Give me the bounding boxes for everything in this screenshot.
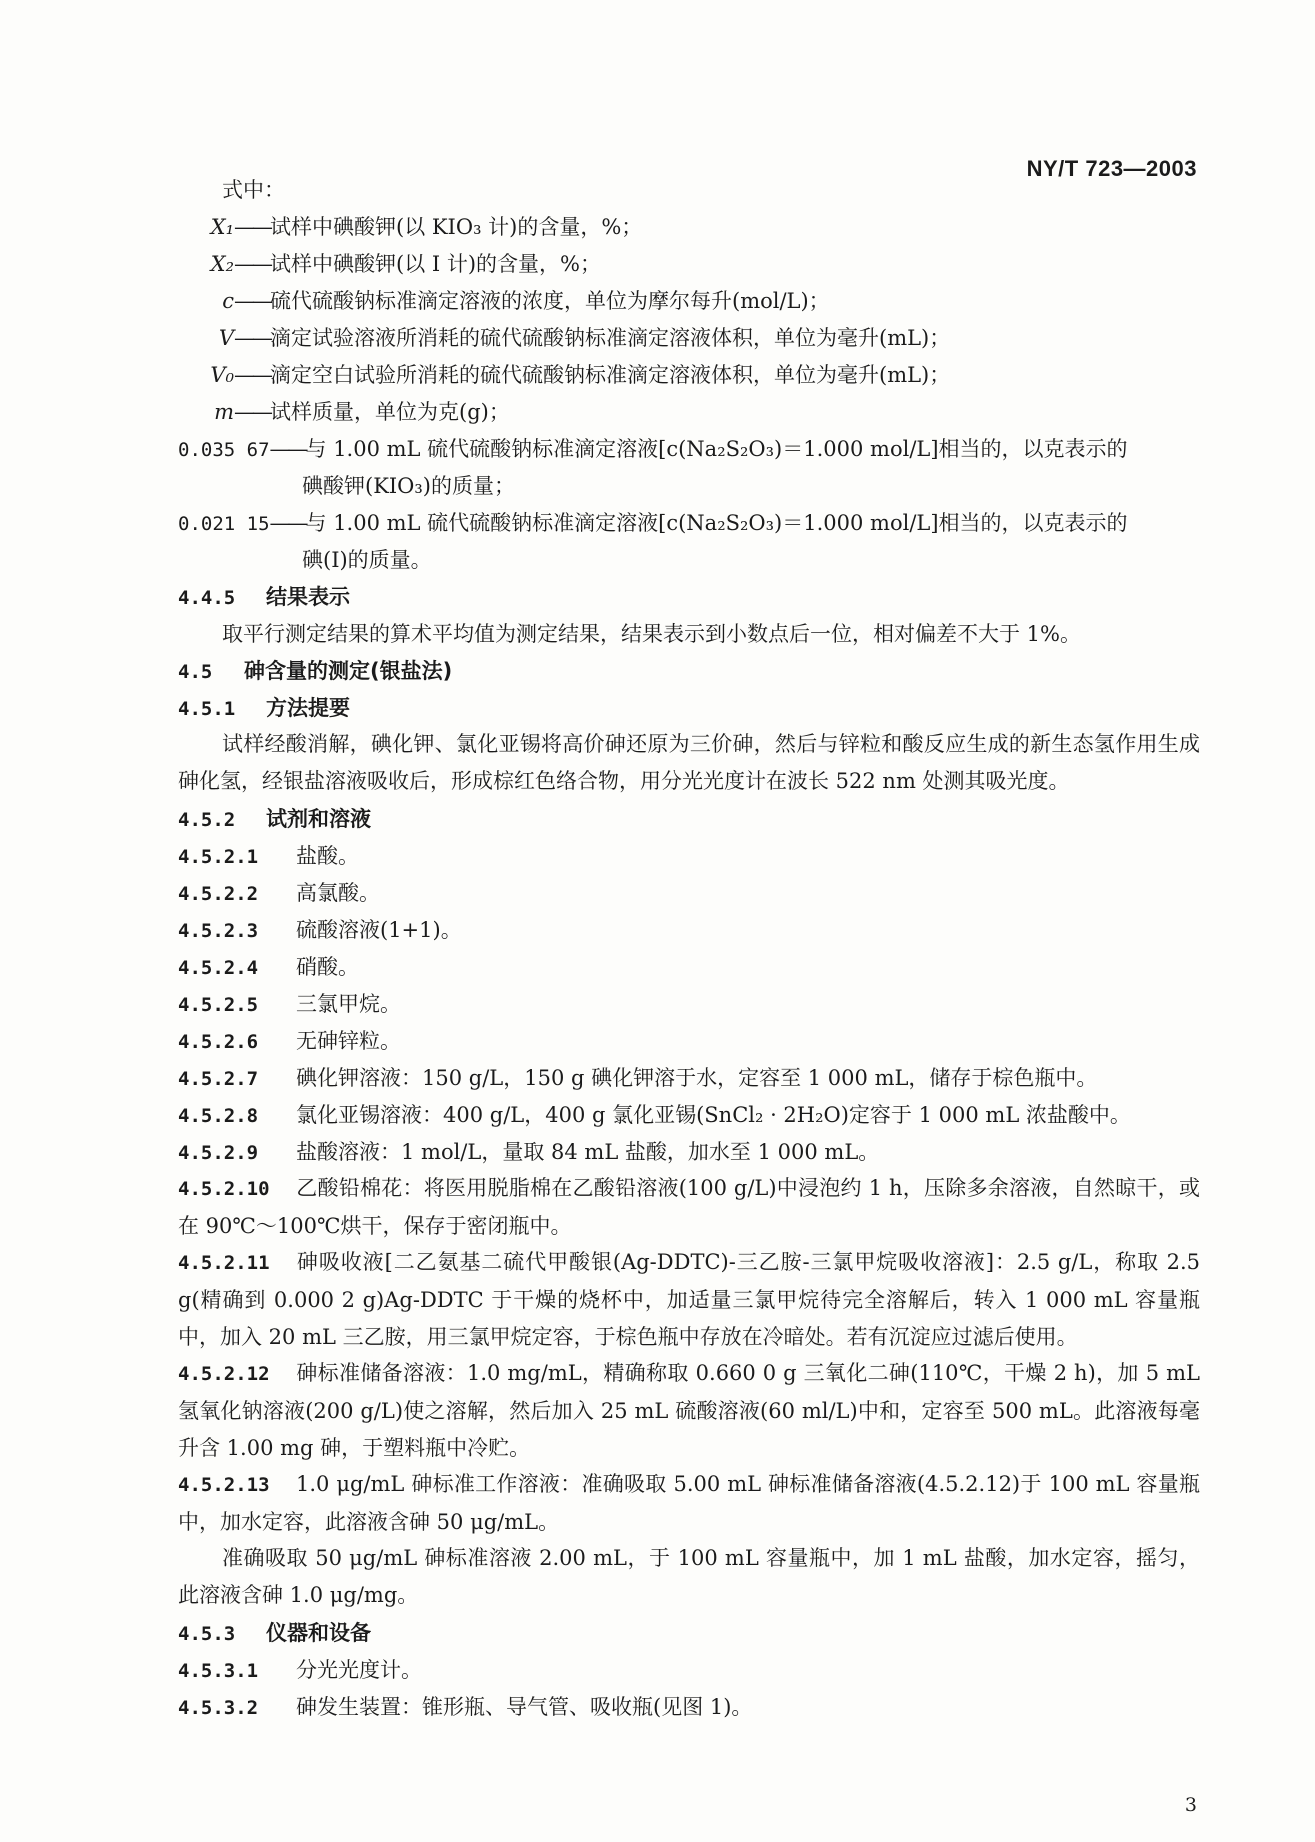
standard-code: NY/T 723—2003 [1026, 156, 1197, 181]
where-dash: —— [234, 363, 270, 387]
section-title: 方法提要 [266, 696, 350, 720]
reagent-item [178, 994, 401, 1015]
factor-line1: 与 1.00 mL 硫代硫酸钠标准滴定溶液[c(Na₂S₂O₃)＝1.000 mol/L]相当的，以克表示的 [305, 511, 1128, 535]
where-item [178, 402, 510, 423]
reagent-text: 硝酸。 [296, 955, 359, 979]
instrument-item [178, 1660, 422, 1681]
where-desc: 滴定空白试验所消耗的硫代硫酸钠标准滴定溶液体积，单位为毫升(mL)； [270, 363, 951, 387]
page-number: 3 [1184, 1794, 1197, 1816]
instrument-number: 4.5.3.2 [178, 1697, 259, 1719]
section-number: 4.5.1 [178, 698, 236, 720]
reagent-item [178, 1355, 1200, 1467]
where-item [178, 254, 601, 275]
factor-dash: —— [269, 511, 306, 535]
reagent-text: 氯化亚锡溶液：400 g/L，400 g 氯化亚锡(SnCl₂ · 2H₂O)定容于 1 000 mL 浓盐酸中。 [296, 1103, 1131, 1127]
section-4-4-5-text: 取平行测定结果的算术平均值为测定结果，结果表示到小数点后一位，相对偏差不大于 1%。 [222, 622, 1081, 646]
reagent-number: 4.5.2.4 [178, 957, 259, 979]
where-intro: 式中： [222, 178, 285, 202]
reagent-item [178, 1142, 879, 1163]
where-item [178, 365, 950, 386]
where-item [178, 217, 642, 238]
reagent-item [178, 957, 359, 978]
instrument-text: 砷发生装置：锥形瓶、导气管、吸收瓶(见图 1)。 [296, 1695, 753, 1719]
section-4-5-2-heading [178, 809, 371, 830]
reagent-number: 4.5.2.9 [178, 1142, 259, 1164]
factor-line2: 碘酸钾(KIO₃)的质量； [302, 474, 516, 498]
instrument-number: 4.5.3.1 [178, 1660, 259, 1682]
where-symbol: c [222, 289, 234, 313]
section-title: 试剂和溶液 [266, 807, 371, 831]
section-title: 结果表示 [266, 585, 350, 609]
reagent-number: 4.5.2.12 [178, 1363, 270, 1385]
reagent-item [178, 1170, 1200, 1245]
reagent-item [178, 1105, 1131, 1126]
factor-item [178, 439, 1128, 460]
where-symbol: V₀ [210, 363, 234, 387]
section-4-4-5-heading [178, 587, 350, 608]
factor-item [178, 513, 1128, 534]
where-dash: —— [234, 326, 270, 350]
factor-dash: —— [269, 437, 306, 461]
where-symbol: m [214, 400, 234, 424]
reagent-number: 4.5.2.1 [178, 846, 259, 868]
reagent-item [178, 1466, 1200, 1541]
reagent-text: 高氯酸。 [296, 881, 380, 905]
reagent-item [178, 920, 462, 941]
where-desc: 试样质量，单位为克(g)； [270, 400, 510, 424]
factor-line2: 碘(I)的质量。 [302, 548, 432, 572]
reagent-number: 4.5.2.7 [178, 1068, 259, 1090]
reagent-text: 无砷锌粒。 [296, 1029, 401, 1053]
where-dash: —— [234, 400, 270, 424]
factor-value: 0.035 67 [178, 439, 270, 461]
reagent-text: 砷吸收液[二乙氨基二硫代甲酸银(Ag-DDTC)-三乙胺-三氯甲烷吸收溶液]：2.5 g/L，称取 2.5 g(精确到 0.000 2 g)Ag-DDTC 于干燥的烧杯中，加适量三氯甲烷待完全溶解后，转入 1 000 mL 容量瓶中，加入 20 mL 三乙胺，用三氯甲烷定容，于棕色瓶中存放在冷暗处。若有沉淀应过滤后使用。 [178, 1250, 1200, 1349]
reagent-text: 盐酸溶液：1 mol/L，量取 84 mL 盐酸，加水至 1 000 mL。 [296, 1140, 880, 1164]
where-desc: 试样中碘酸钾(以 I 计)的含量，%； [270, 252, 601, 276]
section-4-5-1-heading [178, 698, 350, 719]
reagent-text: 硫酸溶液(1+1)。 [296, 918, 462, 942]
reagent-item [178, 1031, 401, 1052]
section-4-5-3-heading [178, 1623, 371, 1644]
reagent-item [178, 1244, 1200, 1356]
where-desc: 试样中碘酸钾(以 KIO₃ 计)的含量，%； [270, 215, 643, 239]
section-number: 4.5.2 [178, 809, 236, 831]
instrument-text: 分光光度计。 [296, 1658, 422, 1682]
where-dash: —— [234, 289, 270, 313]
reagent-item [178, 846, 359, 867]
reagent-text: 三氯甲烷。 [296, 992, 401, 1016]
factor-value: 0.021 15 [178, 513, 270, 535]
section-number: 4.4.5 [178, 587, 236, 609]
section-title: 砷含量的测定(银盐法) [244, 659, 453, 683]
where-desc: 滴定试验溶液所消耗的硫代硫酸钠标准滴定溶液体积，单位为毫升(mL)； [270, 326, 951, 350]
factor-line1: 与 1.00 mL 硫代硫酸钠标准滴定溶液[c(Na₂S₂O₃)＝1.000 mol/L]相当的，以克表示的 [305, 437, 1128, 461]
where-desc: 硫代硫酸钠标准滴定溶液的浓度，单位为摩尔每升(mol/L)； [270, 289, 830, 313]
reagent-item [178, 1068, 1097, 1089]
where-dash: —— [234, 215, 270, 239]
reagent-number: 4.5.2.2 [178, 883, 259, 905]
where-symbol: X₂ [210, 252, 234, 276]
reagent-text: 1.0 μg/mL 砷标准工作溶液：准确吸取 5.00 mL 砷标准储备溶液(4.5.2.12)于 100 mL 容量瓶中，加水定容，此溶液含砷 50 μg/mL。 [178, 1472, 1200, 1534]
reagent-text: 乙酸铅棉花：将医用脱脂棉在乙酸铅溶液(100 g/L)中浸泡约 1 h，压除多余溶液，自然晾干，或在 90℃～100℃烘干，保存于密闭瓶中。 [178, 1176, 1200, 1238]
where-dash: —— [234, 252, 270, 276]
reagent-number: 4.5.2.5 [178, 994, 259, 1016]
section-4-5-heading [178, 661, 452, 682]
standard-solution-note: 准确吸取 50 μg/mL 砷标准溶液 2.00 mL，于 100 mL 容量瓶中，加 1 mL 盐酸，加水定容，摇匀，此溶液含砷 1.0 μg/mg。 [178, 1546, 1200, 1607]
reagent-number: 4.5.2.13 [178, 1474, 270, 1496]
reagent-number: 4.5.2.8 [178, 1105, 259, 1127]
where-symbol: V [218, 326, 234, 350]
reagent-number: 4.5.2.11 [178, 1252, 270, 1274]
reagent-number: 4.5.2.3 [178, 920, 259, 942]
reagent-item [178, 883, 380, 904]
reagent-text: 碘化钾溶液：150 g/L，150 g 碘化钾溶于水，定容至 1 000 mL，储存于棕色瓶中。 [296, 1066, 1098, 1090]
reagent-text: 盐酸。 [296, 844, 359, 868]
where-item [178, 328, 950, 349]
reagent-number: 4.5.2.10 [178, 1178, 270, 1200]
section-number: 4.5.3 [178, 1623, 236, 1645]
instrument-item [178, 1697, 752, 1718]
section-4-5-1-text: 试样经酸消解，碘化钾、氯化亚锡将高价砷还原为三价砷，然后与锌粒和酸反应生成的新生态氢作用生成砷化氢，经银盐溶液吸收后，形成棕红色络合物，用分光光度计在波长 522 nm 处测其吸光度。 [178, 732, 1200, 793]
where-item [178, 291, 830, 312]
section-number: 4.5 [178, 661, 213, 683]
section-title: 仪器和设备 [266, 1621, 371, 1645]
reagent-text: 砷标准储备溶液：1.0 mg/mL，精确称取 0.660 0 g 三氧化二砷(110℃，干燥 2 h)，加 5 mL 氢氧化钠溶液(200 g/L)使之溶解，然后加入 25 mL 硫酸溶液(60 ml/L)中和，定容至 500 mL。此溶液每毫升含 1.00 mg 砷，于塑料瓶中冷贮。 [178, 1361, 1200, 1460]
where-symbol: X₁ [210, 215, 234, 239]
reagent-number: 4.5.2.6 [178, 1031, 259, 1053]
